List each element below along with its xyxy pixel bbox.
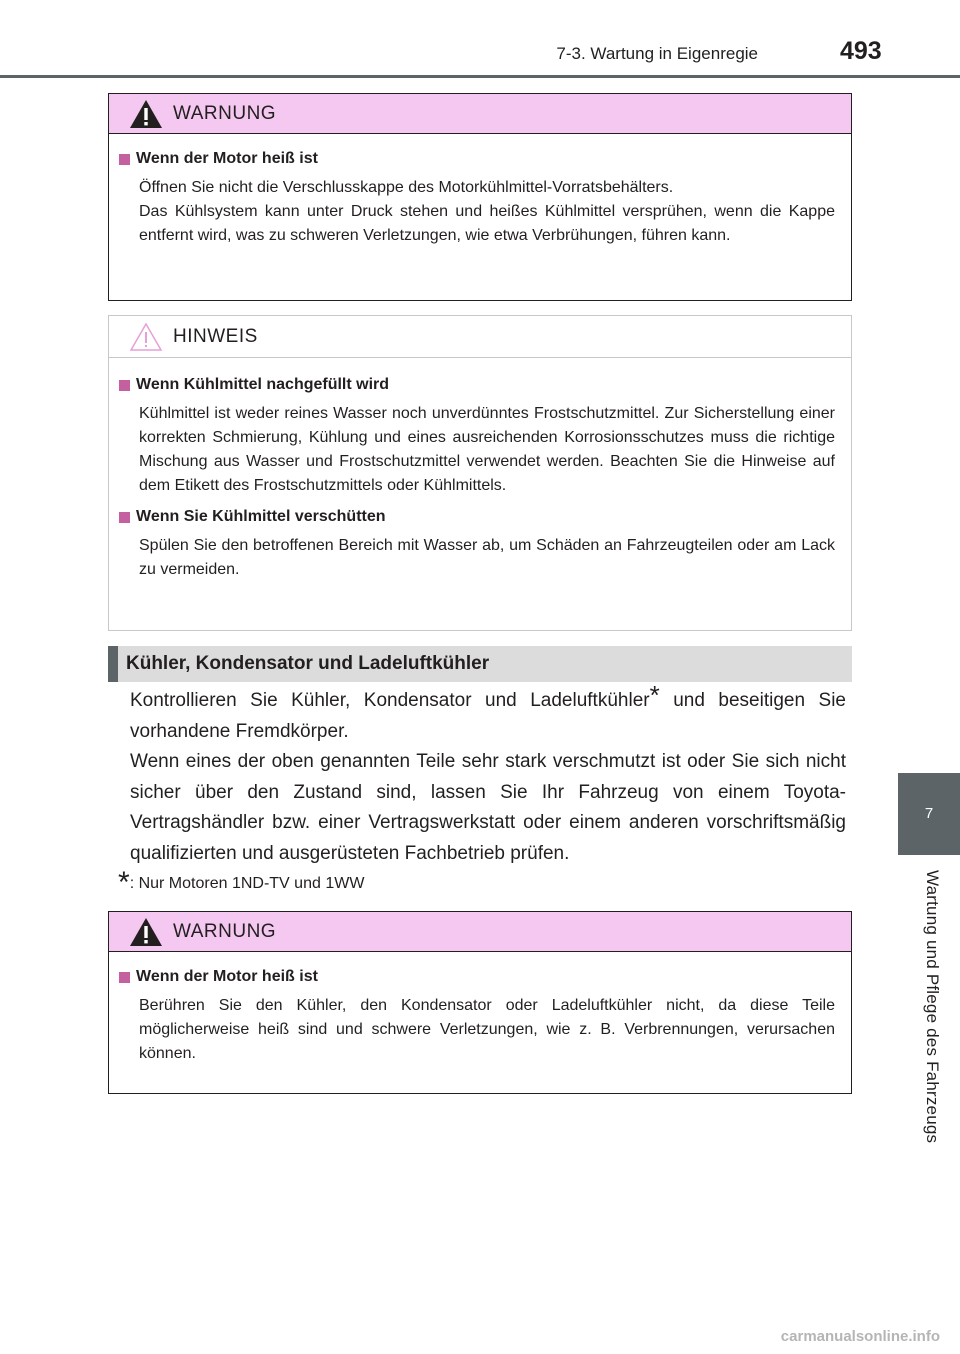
notice-item-text: Kühlmittel ist weder reines Wasser noch unverdünntes Frostschutzmittel. Zur Sicherstellung einer korrekten Schmierung, Kühlung und eines ausreichenden Korrosionsschutzes muss die richtige Mischung aus Wasser und Frostschutzmittel verwendet werden. Beachten Sie die Hinweise auf dem Etikett des Frostschutzmittels oder Kühlmittels. — [139, 405, 835, 494]
watermark[interactable]: carmanualsonline.info — [780, 1328, 940, 1345]
warning-item-text: Berühren Sie den Kühler, den Kondensator oder Ladeluftkühler nicht, da diese Teile möglicherweise heiß sind und schwere Verletzungen, wie z. B. Verbrennungen, verursachen können. — [139, 997, 835, 1062]
header-rule — [0, 75, 960, 78]
chapter-label: Wartung und Pflege des Fahrzeugs — [923, 870, 942, 1144]
warning-header — [109, 912, 851, 952]
section-heading: Kühler, Kondensator und Ladeluftkühler — [108, 646, 852, 682]
warning-item-heading: Wenn der Motor heiß ist — [136, 968, 318, 985]
notice-box — [108, 315, 852, 631]
warning-item-heading-row — [119, 968, 835, 986]
notice-body — [109, 358, 851, 608]
warning-header — [109, 94, 851, 134]
warning-box-2 — [108, 911, 852, 1094]
warning-item-heading-row — [119, 150, 835, 168]
notice-item-heading: Wenn Sie Kühlmittel verschütten — [136, 508, 386, 525]
notice-item-heading: Wenn Kühlmittel nachgefüllt wird — [136, 376, 390, 393]
warning-item-text: Öffnen Sie nicht die Verschlusskappe des Motorkühlmittel-Vorratsbehälters. — [139, 179, 674, 196]
footnote-text: : Nur Motoren 1ND-TV und 1WW — [129, 875, 365, 892]
caution-outline-icon — [129, 322, 163, 352]
warning-item-text-2: Das Kühlsystem kann unter Druck stehen und heißes Kühlmittel versprühen, wenn die Kappe entfernt wird, was zu schweren Verletzungen, wie etwa Verbrühungen, führen kann. — [139, 203, 835, 244]
warning-icon — [129, 99, 163, 129]
footnote-star: * — [118, 866, 130, 899]
notice-item — [119, 376, 835, 498]
section-body — [130, 680, 846, 869]
chapter-tab: 7 — [898, 773, 960, 855]
footnote-marker: * — [649, 680, 660, 710]
notice-header — [109, 316, 851, 358]
section-paragraph-1 — [130, 680, 846, 747]
warning-box-1 — [108, 93, 852, 301]
section-paragraph-2: Wenn eines der oben genannten Teile sehr stark verschmutzt ist oder Sie sich nicht sicher über den Zustand sind, lassen Sie Ihr Fahrzeug von einem Toyota-Vertragshändler bzw. einer Vertragswerkstatt oder einem anderen vorschriftsmäßig qualifizierten und ausgerüsteten Fachbetrieb prüfen. — [130, 751, 846, 864]
notice-item-heading-row — [119, 376, 835, 394]
header-section-title: 7-3. Wartung in Eigenregie — [556, 44, 758, 63]
bullet-square-icon — [119, 512, 130, 523]
warning-title: WARNUNG — [173, 920, 277, 942]
notice-item — [119, 508, 835, 582]
notice-item-text: Spülen Sie den betroffenen Bereich mit Wasser ab, um Schäden an Fahrzeugteilen oder am Lack zu vermeiden. — [139, 537, 835, 578]
section-paragraph-1-start: Kontrollieren Sie Kühler, Kondensator und Ladeluftkühler — [130, 690, 650, 711]
warning-title: WARNUNG — [173, 102, 277, 124]
warning-item-heading: Wenn der Motor heiß ist — [136, 150, 318, 167]
notice-item-heading-row — [119, 508, 835, 526]
warning-body — [109, 134, 851, 274]
page-number: 493 — [840, 37, 882, 65]
warning-item — [119, 150, 835, 248]
bullet-square-icon — [119, 972, 130, 983]
bullet-square-icon — [119, 154, 130, 165]
bullet-square-icon — [119, 380, 130, 391]
footnote — [118, 866, 364, 900]
warning-icon — [129, 917, 163, 947]
warning-body — [109, 952, 851, 1092]
warning-item — [119, 968, 835, 1066]
section-paragraph-1-end: und beseitigen Sie vorhandene Fremdkörper. — [130, 690, 846, 742]
notice-title: HINWEIS — [173, 325, 258, 347]
